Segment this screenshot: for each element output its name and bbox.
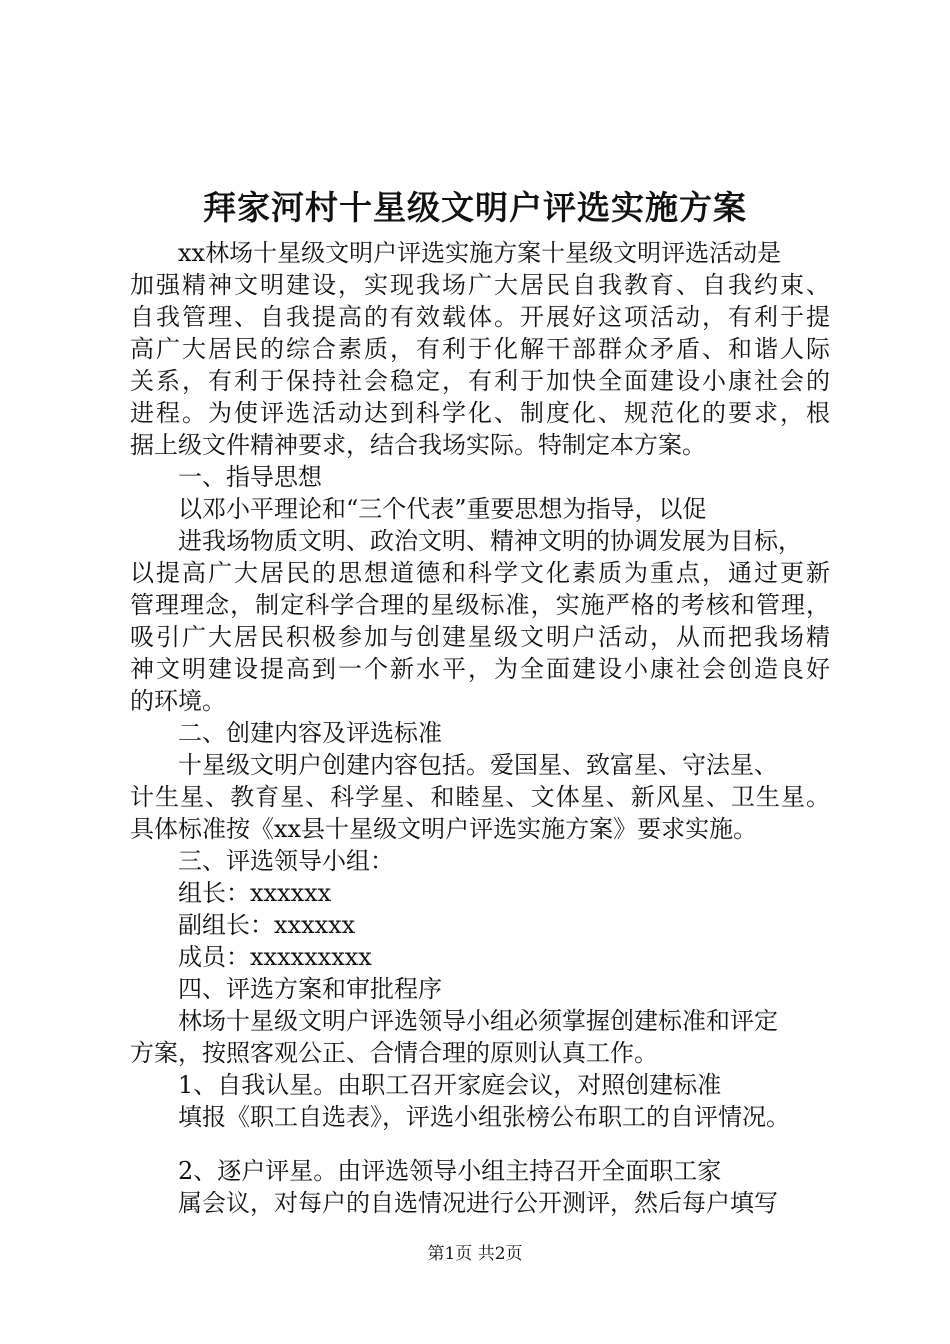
page-number: 第1页 共2页 [427, 1244, 523, 1264]
document-title: 拜家河村十星级文明户评选实施方案 [203, 188, 747, 227]
section-heading: 一、指导思想 [178, 463, 322, 491]
paragraph-line: 属会议，对每户的自选情况进行公开测评，然后每户填写 [178, 1189, 778, 1217]
paragraph-line: 以提高广大居民的思想道德和科学文化素质为重点，通过更新 [130, 559, 830, 587]
paragraph-line: 具体标准按《xx县十星级文明户评选实施方案》要求实施。 [130, 815, 758, 843]
paragraph-line: 以邓小平理论和“三个代表”重要思想为指导，以促 [178, 495, 707, 523]
section-heading: 四、评选方案和审批程序 [178, 975, 442, 1003]
paragraph-line: 进程。为使评选活动达到科学化、制度化、规范化的要求，根 [130, 399, 830, 427]
paragraph-line: 吸引广大居民积极参加与创建星级文明户活动，从而把我场精 [130, 623, 830, 651]
paragraph-line: 高广大居民的综合素质，有利于化解干部群众矛盾、和谐人际 [130, 335, 830, 363]
paragraph-line: 据上级文件精神要求，结合我场实际。特制定本方案。 [130, 431, 706, 459]
paragraph-line: 方案，按照客观公正、合情合理的原则认真工作。 [130, 1039, 658, 1067]
paragraph-line: 计生星、教育星、科学星、和睦星、文体星、新风星、卫生星。 [130, 783, 830, 811]
paragraph-line: 1、自我认星。由职工召开家庭会议，对照创建标准 [178, 1071, 722, 1099]
section-heading: 二、创建内容及评选标准 [178, 719, 442, 747]
paragraph-line: 组长：xxxxxx [178, 879, 332, 907]
paragraph-line: 的环境。 [130, 687, 226, 715]
paragraph-line: 神文明建设提高到一个新水平，为全面建设小康社会创造良好 [130, 655, 830, 683]
paragraph-line: 林场十星级文明户评选领导小组必须掌握创建标准和评定 [178, 1007, 778, 1035]
paragraph-line: 管理理念，制定科学合理的星级标准，实施严格的考核和管理， [130, 591, 830, 619]
paragraph-line: 自我管理、自我提高的有效载体。开展好这项活动，有利于提 [130, 303, 830, 331]
paragraph-line: 副组长：xxxxxx [178, 911, 356, 939]
paragraph-line: 进我场物质文明、政治文明、精神文明的协调发展为目标， [178, 527, 802, 555]
paragraph-line: 加强精神文明建设，实现我场广大居民自我教育、自我约束、 [130, 271, 830, 299]
paragraph-line: 十星级文明户创建内容包括。爱国星、致富星、守法星、 [178, 751, 778, 779]
paragraph-line: 2、逐户评星。由评选领导小组主持召开全面职工家 [178, 1157, 722, 1185]
paragraph-line: 关系，有利于保持社会稳定，有利于加快全面建设小康社会的 [130, 367, 830, 395]
section-heading: 三、评选领导小组： [178, 847, 394, 875]
paragraph-line: 填报《职工自选表》，评选小组张榜公布职工的自评情况。 [178, 1103, 790, 1131]
paragraph-line: xx林场十星级文明户评选实施方案十星级文明评选活动是 [178, 239, 782, 267]
paragraph-line: 成员：xxxxxxxxx [178, 943, 372, 971]
document-body [130, 237, 830, 1219]
